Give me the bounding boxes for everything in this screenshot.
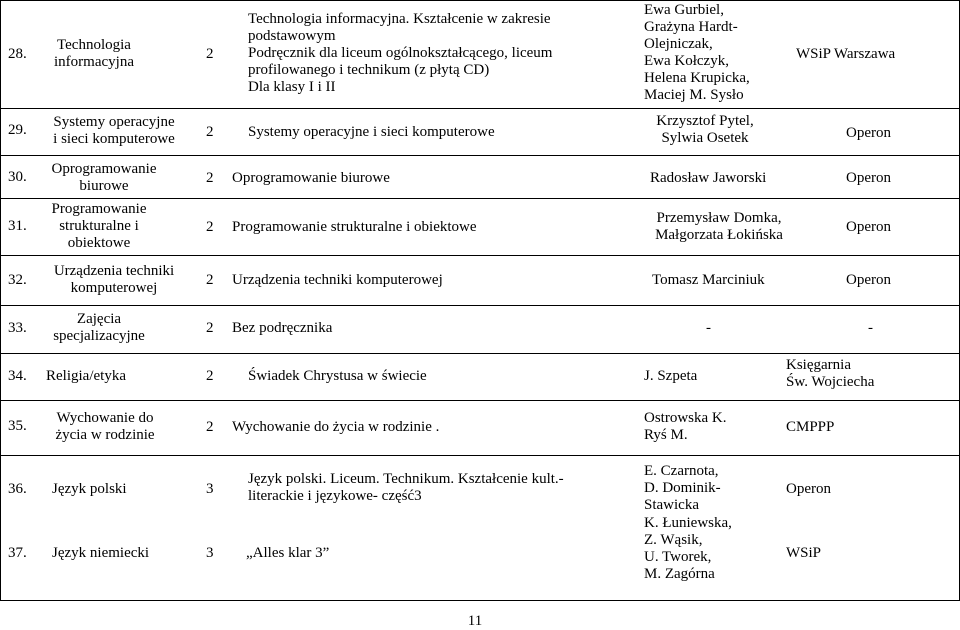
- row-hours: 2: [206, 124, 214, 140]
- row-number: 28.: [8, 46, 27, 62]
- row-authors: -: [706, 320, 711, 336]
- row-hours: 2: [206, 272, 214, 288]
- row-publisher: Operon: [846, 219, 891, 235]
- row-hours: 3: [206, 545, 214, 561]
- row-number: 32.: [8, 272, 27, 288]
- row-title: Urządzenia techniki komputerowej: [232, 272, 443, 288]
- row-subject: Język polski: [52, 481, 127, 497]
- row-authors: J. Szpeta: [644, 368, 698, 384]
- row-title: Bez podręcznika: [232, 320, 333, 336]
- row-number: 35.: [8, 418, 27, 434]
- row-subject: Zajęcia specjalizacyjne: [53, 311, 145, 344]
- row-title: Wychowanie do życia w rodzinie .: [232, 419, 440, 435]
- row-number: 36.: [8, 481, 27, 497]
- row-number: 37.: [8, 545, 27, 561]
- row-title: Oprogramowanie biurowe: [232, 170, 390, 186]
- row-title: Programowanie strukturalne i obiektowe: [232, 219, 477, 235]
- row-publisher: -: [868, 320, 873, 336]
- row-publisher: Księgarnia Św. Wojciecha: [786, 357, 875, 390]
- row-number: 31.: [8, 218, 27, 234]
- row-title: Język polski. Liceum. Technikum. Kształcenie kult.- literackie i językowe- część3: [248, 471, 564, 504]
- row-number: 33.: [8, 320, 27, 336]
- row-title: Systemy operacyjne i sieci komputerowe: [248, 124, 495, 140]
- row-subject: Wychowanie do życia w rodzinie: [55, 410, 155, 443]
- row-subject: Oprogramowanie biurowe: [51, 161, 157, 194]
- row-publisher: WSiP: [786, 545, 822, 561]
- row-hours: 2: [206, 46, 214, 62]
- row-title: Świadek Chrystusa w świecie: [248, 368, 427, 384]
- row-hours: 2: [206, 219, 214, 235]
- row-publisher: Operon: [846, 170, 891, 186]
- row-hours: 2: [206, 419, 214, 435]
- row-subject: Religia/etyka: [46, 368, 126, 384]
- row-authors: E. Czarnota, D. Dominik- Stawicka: [644, 463, 721, 513]
- row-title: „Alles klar 3”: [246, 545, 330, 561]
- row-hours: 2: [206, 170, 214, 186]
- row-hours: 2: [206, 368, 214, 384]
- row-publisher: Operon: [846, 272, 891, 288]
- row-authors: Krzysztof Pytel, Sylwia Osetek: [656, 113, 754, 146]
- row-authors: Tomasz Marciniuk: [652, 272, 765, 288]
- row-subject: Programowanie strukturalne i obiektowe: [51, 201, 147, 251]
- row-authors: Radosław Jaworski: [650, 170, 767, 186]
- row-subject: Technologia informacyjna: [54, 37, 134, 70]
- row-subject: Urządzenia techniki komputerowej: [53, 263, 175, 296]
- row-hours: 3: [206, 481, 214, 497]
- row-publisher: Operon: [846, 125, 891, 141]
- row-publisher: Operon: [786, 481, 831, 497]
- row-title: Technologia informacyjna. Kształcenie w zakresie podstawowym Podręcznik dla liceum ogólnokształcącego, liceum profilowanego i technikum (z płytą CD) Dla klasy I i II: [248, 11, 553, 95]
- row-authors: Przemysław Domka, Małgorzata Łokińska: [655, 210, 783, 243]
- row-authors: K. Łuniewska, Z. Wąsik, U. Tworek, M. Zagórna: [644, 515, 732, 582]
- row-authors: Ostrowska K. Ryś M.: [644, 410, 727, 443]
- page-number: 11: [467, 613, 483, 629]
- row-subject: Język niemiecki: [52, 545, 150, 561]
- row-number: 29.: [8, 122, 27, 138]
- row-hours: 2: [206, 320, 214, 336]
- row-publisher: WSiP Warszawa: [796, 46, 896, 62]
- row-authors: Ewa Gurbiel, Grażyna Hardt- Olejniczak, Ewa Kołczyk, Helena Krupicka, Maciej M. Sysło: [644, 2, 750, 103]
- row-publisher: CMPPP: [786, 419, 835, 435]
- row-subject: Systemy operacyjne i sieci komputerowe: [53, 114, 175, 147]
- row-number: 30.: [8, 169, 27, 185]
- row-number: 34.: [8, 368, 27, 384]
